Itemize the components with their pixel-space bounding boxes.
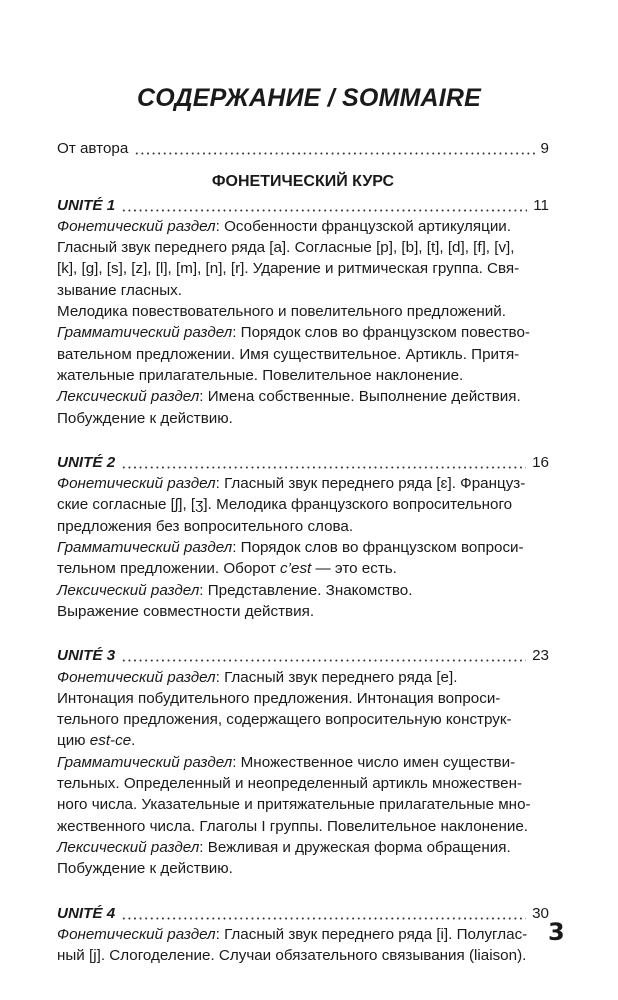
text-segment: ного числа. Указательные и притяжательные прилагательные мно-: [57, 796, 531, 814]
unit-label: UNITÉ 2: [57, 453, 116, 471]
description-line: [57, 537, 549, 558]
text-segment: тельного предложения, содержащего вопросительную конструк-: [57, 711, 512, 729]
unit-page: 23: [532, 647, 549, 665]
description-line: [57, 365, 549, 386]
text-segment: Побуждение к действию.: [57, 409, 233, 427]
text-segment: : Имена собственные. Выполнение действия.: [199, 388, 521, 406]
description-line: [57, 237, 549, 258]
italic-text: Грамматический раздел: [57, 753, 233, 771]
unit-label: UNITÉ 4: [57, 904, 116, 922]
unit-label: UNITÉ 3: [57, 647, 116, 665]
description-line: [57, 558, 549, 579]
unit-list: [57, 195, 549, 967]
text-segment: : Представление. Знакомство.: [199, 581, 413, 599]
text-segment: жательные прилагательные. Повелительное наклонение.: [57, 366, 464, 384]
italic-text: Лексический раздел: [57, 838, 200, 856]
description-line: [57, 494, 549, 515]
unit-entry: [57, 195, 549, 429]
description-line: [57, 580, 549, 601]
italic-text: c’est: [280, 560, 312, 578]
dot-leader: [121, 659, 526, 662]
description-line: [57, 688, 549, 709]
toc-entry: [57, 903, 549, 924]
text-segment: Мелодика повествовательного и повелительного предложений.: [57, 303, 506, 321]
description-line: [57, 601, 549, 622]
page-title: СОДЕРЖАНИЕ / SOMMAIRE: [136, 84, 482, 112]
text-segment: : Порядок слов во французском повество-: [232, 324, 530, 342]
description-line: [57, 667, 549, 688]
text-segment: : Вежливая и дружеская форма обращения.: [199, 838, 511, 856]
toc-entry: [57, 645, 549, 666]
text-segment: : Порядок слов во французском вопроси-: [232, 539, 524, 557]
description-line: [57, 924, 549, 945]
unit-page: 30: [532, 904, 549, 922]
description-line: [57, 709, 549, 730]
description-line: [57, 322, 549, 343]
description-line: [57, 794, 549, 815]
dot-leader: [121, 209, 527, 212]
description-line: [57, 858, 549, 879]
italic-text: Фонетический раздел: [57, 925, 216, 943]
text-segment: ские согласные [ʃ], [ʒ]. Мелодика французского вопросительного: [57, 496, 513, 514]
description-line: [57, 216, 549, 237]
toc: [57, 138, 549, 989]
dot-leader: [134, 152, 534, 155]
toc-entry-label: От автора: [57, 140, 129, 157]
page-number: 3: [548, 918, 565, 946]
text-segment: тельных. Определенный и неопределенный артикль множествен-: [57, 775, 523, 793]
unit-entry: [57, 645, 549, 879]
italic-text: Фонетический раздел: [57, 217, 216, 235]
text-segment: тельном предложении. Оборот: [57, 560, 281, 578]
text-segment: Выражение совместности действия.: [57, 602, 315, 620]
description-line: [57, 752, 549, 773]
description-line: [57, 280, 549, 301]
text-segment: вательном предложении. Имя существительное. Артикль. Притя-: [57, 345, 520, 363]
text-segment: Интонация побудительного предложения. Интонация вопроси-: [57, 689, 501, 707]
text-segment: [k], [g], [s], [z], [l], [m], [n], [r]. Ударение и ритмическая группа. Свя-: [57, 260, 520, 278]
unit-entry: [57, 903, 549, 967]
description-line: [57, 258, 549, 279]
text-segment: : Гласный звук переднего ряда [e].: [215, 668, 458, 686]
text-segment: Гласный звук переднего ряда [a]. Согласные [p], [b], [t], [d], [f], [v],: [57, 239, 515, 257]
dot-leader: [121, 466, 526, 469]
description-line: [57, 516, 549, 537]
section-title: ФОНЕТИЧЕСКИЙ КУРС: [211, 173, 395, 191]
toc-entry: [57, 452, 549, 473]
toc-entry-intro: [57, 138, 549, 159]
text-segment: : Гласный звук переднего ряда [ɛ]. Француз-: [215, 475, 526, 493]
italic-text: Лексический раздел: [57, 388, 200, 406]
text-segment: .: [131, 732, 136, 750]
unit-label: UNITÉ 1: [57, 196, 116, 214]
description-line: [57, 386, 549, 407]
description-line: [57, 773, 549, 794]
description-line: [57, 945, 549, 966]
italic-text: Фонетический раздел: [57, 668, 216, 686]
text-segment: — это есть.: [311, 560, 397, 578]
italic-text: Грамматический раздел: [57, 539, 233, 557]
unit-page: 16: [532, 453, 549, 471]
description-line: [57, 301, 549, 322]
text-segment: Побуждение к действию.: [57, 860, 233, 878]
unit-page: 11: [533, 196, 549, 214]
italic-text: Грамматический раздел: [57, 324, 233, 342]
description-line: [57, 816, 549, 837]
text-segment: : Гласный звук переднего ряда [i]. Полуглас-: [215, 925, 528, 943]
dot-leader: [121, 917, 526, 920]
text-segment: цию: [57, 732, 90, 750]
toc-entry: [57, 195, 549, 216]
description-line: [57, 473, 549, 494]
description-line: [57, 837, 549, 858]
toc-entry-page: 9: [540, 140, 549, 157]
description-line: [57, 344, 549, 365]
text-segment: ный [j]. Слогоделение. Случаи обязательного связывания (liaison).: [57, 947, 527, 965]
unit-entry: [57, 452, 549, 622]
italic-text: est-ce: [89, 732, 132, 750]
text-segment: : Множественное число имен существи-: [232, 753, 516, 771]
italic-text: Фонетический раздел: [57, 475, 216, 493]
text-segment: предложения без вопросительного слова.: [57, 517, 354, 535]
text-segment: зывание гласных.: [57, 281, 182, 299]
text-segment: жественного числа. Глаголы I группы. Повелительное наклонение.: [57, 817, 529, 835]
italic-text: Лексический раздел: [57, 581, 200, 599]
description-line: [57, 730, 549, 751]
description-line: [57, 408, 549, 429]
text-segment: : Особенности французской артикуляции.: [215, 217, 512, 235]
